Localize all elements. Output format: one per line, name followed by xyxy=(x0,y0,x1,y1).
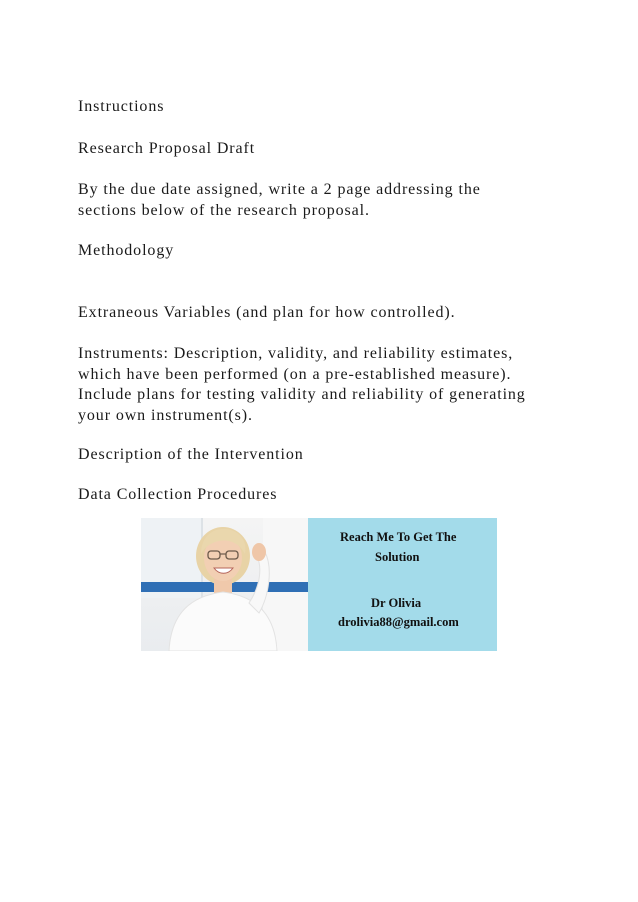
subheading-research-proposal: Research Proposal Draft xyxy=(78,140,256,157)
heading-instructions: Instructions xyxy=(78,98,165,115)
intro-paragraph xyxy=(78,180,481,221)
cta-line-1: Reach Me To Get The xyxy=(340,530,457,544)
data-collection-procedures: Data Collection Procedures xyxy=(78,486,278,503)
person-photo-icon xyxy=(141,518,308,651)
instruments-line: Include plans for testing validity and reliability of generating xyxy=(78,386,526,403)
cta-line-2: Solution xyxy=(375,550,420,564)
intro-line: sections below of the research proposal. xyxy=(78,201,370,219)
section-methodology: Methodology xyxy=(78,242,175,259)
contact-email: drolivia88@gmail.com xyxy=(338,615,459,629)
instruments-line: your own instrument(s). xyxy=(78,406,253,424)
contact-cta-panel xyxy=(308,518,497,651)
description-intervention: Description of the Intervention xyxy=(78,446,304,463)
instruments-line: which have been performed (on a pre-established measure). xyxy=(78,365,512,383)
extraneous-variables-text: Extraneous Variables (and plan for how controlled). xyxy=(78,304,456,321)
contact-name: Dr Olivia xyxy=(371,596,422,610)
instruments-line: Instruments: Description, validity, and reliability estimates, xyxy=(78,345,514,362)
intro-line: By the due date assigned, write a 2 page addressing the xyxy=(78,181,481,198)
instruments-paragraph xyxy=(78,344,526,426)
contact-banner xyxy=(141,518,497,651)
